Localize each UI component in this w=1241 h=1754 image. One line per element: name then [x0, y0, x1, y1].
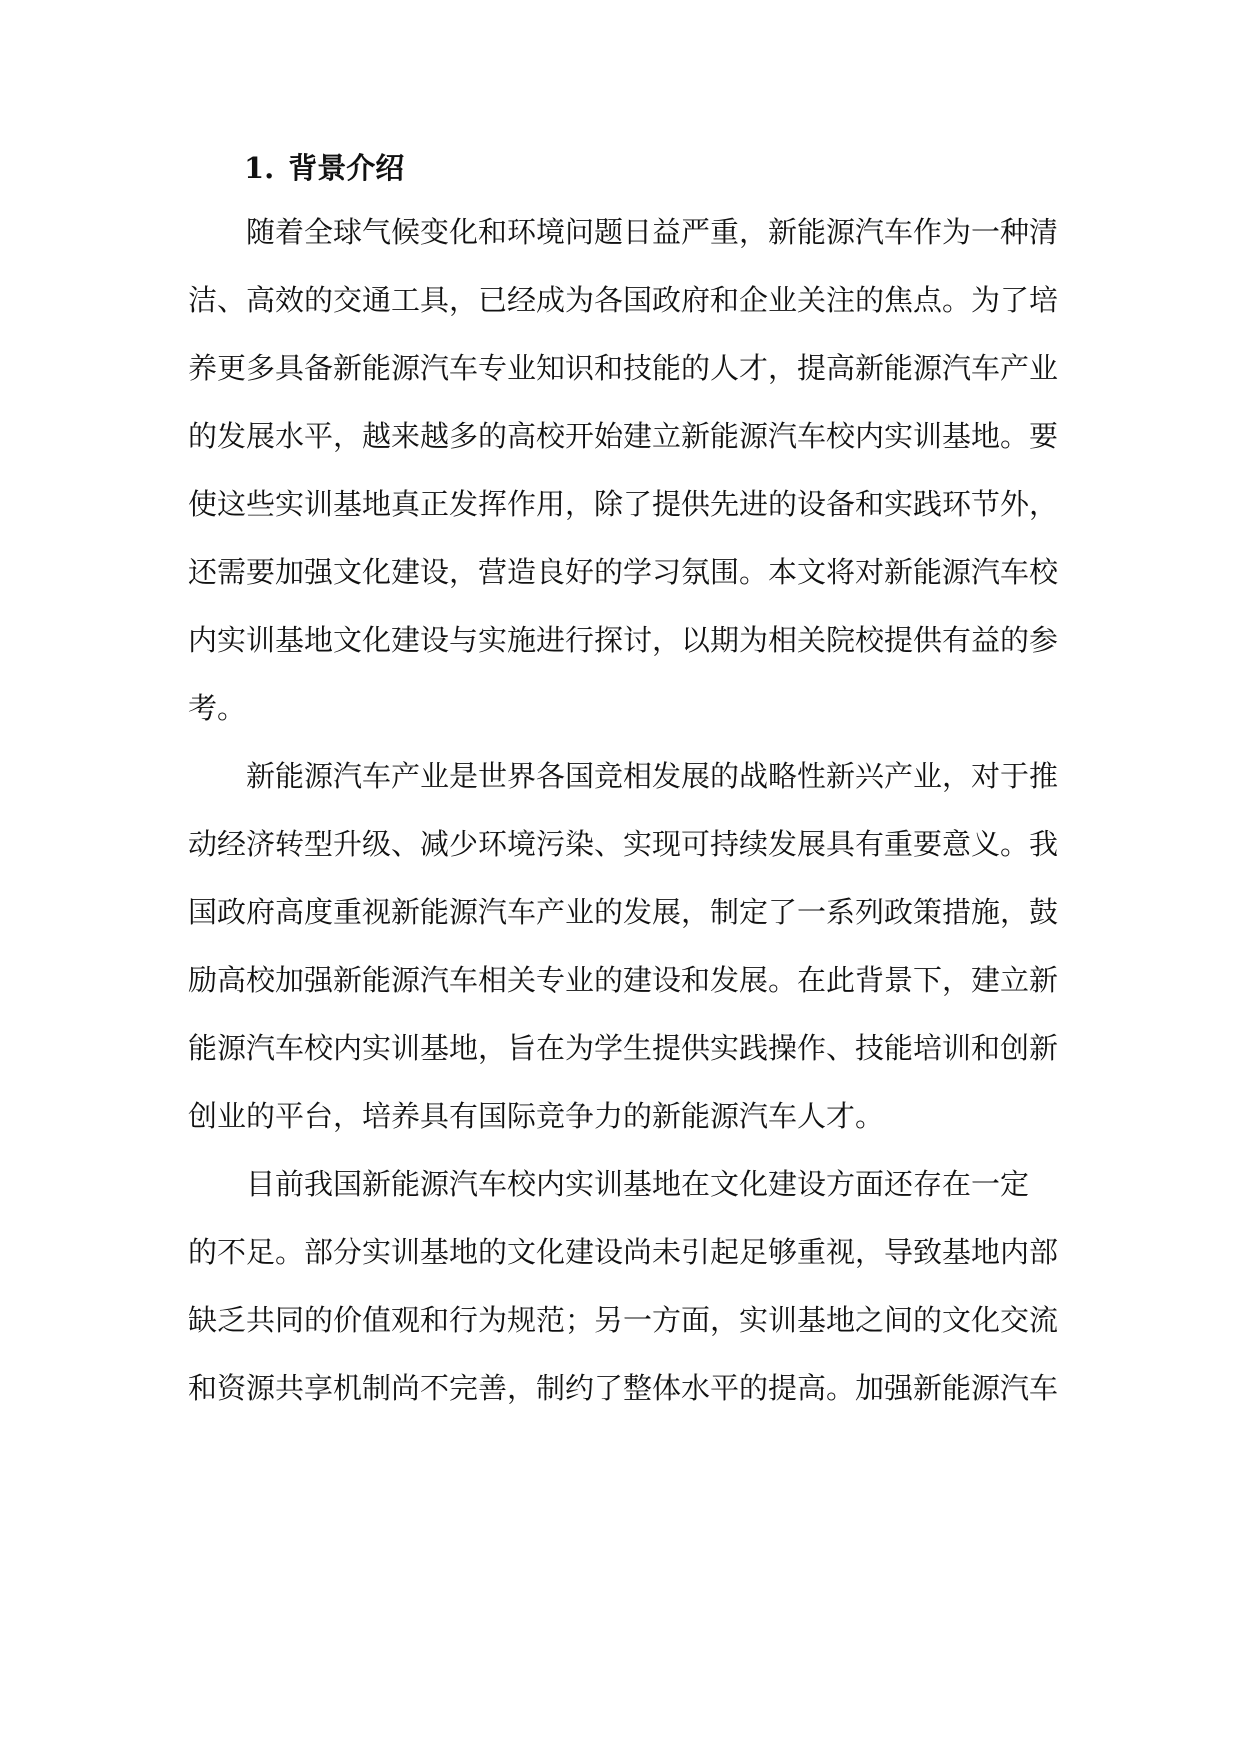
paragraph-2-line-2: 动经济转型升级、减少环境污染、实现可持续发展具有重要意义。我	[188, 827, 1059, 861]
paragraph-1-line-2: 洁、高效的交通工具，已经成为各国政府和企业关注的焦点。为了培	[188, 283, 1059, 317]
paragraph-2-line-4: 励高校加强新能源汽车相关专业的建设和发展。在此背景下，建立新	[188, 963, 1059, 997]
paragraph-1-line-7: 内实训基地文化建设与实施进行探讨，以期为相关院校提供有益的参	[188, 623, 1059, 657]
paragraph-2-line-1: 新能源汽车产业是世界各国竞相发展的战略性新兴产业，对于推	[246, 759, 1059, 793]
paragraph-3-line-4: 和资源共享机制尚不完善，制约了整体水平的提高。加强新能源汽车	[188, 1371, 1059, 1405]
paragraph-1-line-4: 的发展水平，越来越多的高校开始建立新能源汽车校内实训基地。要	[188, 419, 1059, 453]
paragraph-3-line-1: 目前我国新能源汽车校内实训基地在文化建设方面还存在一定	[246, 1167, 1030, 1201]
paragraph-1-line-8: 考。	[188, 691, 247, 725]
paragraph-2-line-3: 国政府高度重视新能源汽车产业的发展，制定了一系列政策措施，鼓	[188, 895, 1059, 929]
paragraph-2-line-5: 能源汽车校内实训基地，旨在为学生提供实践操作、技能培训和创新	[188, 1031, 1059, 1065]
paragraph-3-line-2: 的不足。部分实训基地的文化建设尚未引起足够重视，导致基地内部	[188, 1235, 1059, 1269]
section-number: 1.	[244, 151, 275, 185]
paragraph-3-line-3: 缺乏共同的价值观和行为规范；另一方面，实训基地之间的文化交流	[188, 1303, 1059, 1337]
paragraph-1-line-3: 养更多具备新能源汽车专业知识和技能的人才，提高新能源汽车产业	[188, 351, 1059, 385]
paragraph-1-line-1: 随着全球气候变化和环境问题日益严重，新能源汽车作为一种清	[246, 215, 1059, 249]
paragraph-1-line-6: 还需要加强文化建设，营造良好的学习氛围。本文将对新能源汽车校	[188, 555, 1059, 589]
paragraph-2-line-6: 创业的平台，培养具有国际竞争力的新能源汽车人才。	[188, 1099, 885, 1133]
paragraph-1-line-5: 使这些实训基地真正发挥作用，除了提供先进的设备和实践环节外，	[188, 487, 1059, 521]
section-title: 背景介绍	[288, 151, 405, 185]
section-heading	[244, 146, 404, 190]
